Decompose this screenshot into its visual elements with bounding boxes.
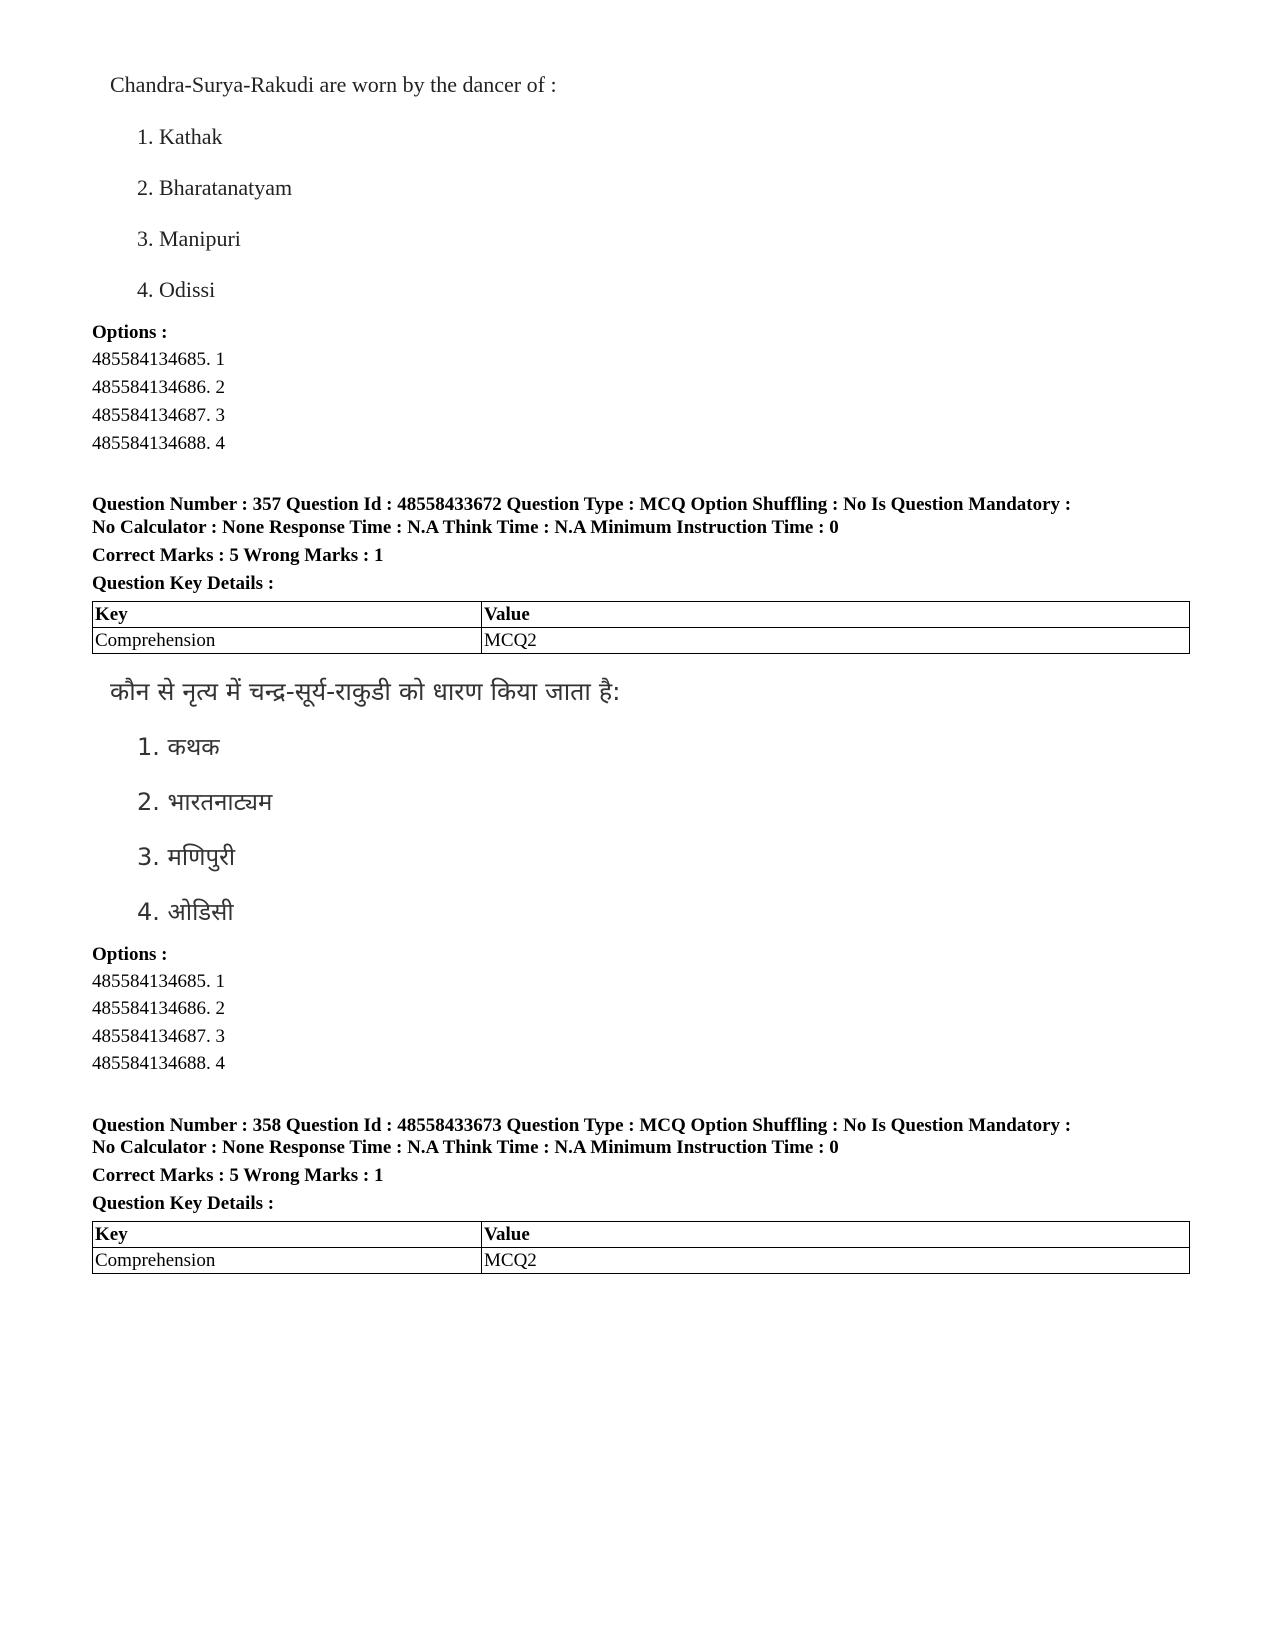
option-line-3: 485584134687. 3	[92, 405, 225, 426]
key-cell: Comprehension	[93, 628, 482, 654]
question-357-key-table	[92, 601, 1190, 654]
image-option-4: 4. ओडिसी	[137, 898, 234, 926]
value-header: Value	[482, 602, 1190, 628]
question-stem: Chandra-Surya-Rakudi are worn by the dancer of :	[110, 72, 557, 97]
key-header: Key	[93, 602, 482, 628]
table-row	[93, 628, 1190, 654]
question-358-meta-line-1: Question Number : 358 Question Id : 48558433673 Question Type : MCQ Option Shuffling : No Is Question Mandatory :	[92, 1115, 1072, 1136]
option-line-2: 485584134686. 2	[92, 998, 225, 1019]
option-line-1: 485584134685. 1	[92, 971, 225, 992]
option-line-3: 485584134687. 3	[92, 1026, 225, 1047]
image-option-2: 2. भारतनाट्यम	[137, 788, 273, 816]
image-option-3: 3. मणिपुरी	[137, 843, 236, 871]
option-line-2: 485584134686. 2	[92, 377, 225, 398]
table-row	[93, 1248, 1190, 1274]
question-358-meta-line-2: No Calculator : None Response Time : N.A Think Time : N.A Minimum Instruction Time : 0	[92, 1137, 839, 1158]
value-header: Value	[482, 1222, 1190, 1248]
option-line-1: 485584134685. 1	[92, 349, 225, 370]
options-label: Options :	[92, 944, 168, 965]
image-option-4: 4. Odissi	[137, 277, 216, 302]
question-358-key-table	[92, 1221, 1190, 1274]
option-line-4: 485584134688. 4	[92, 433, 225, 454]
image-option-1: 1. Kathak	[137, 124, 223, 149]
value-cell: MCQ2	[482, 628, 1190, 654]
option-line-4: 485584134688. 4	[92, 1053, 225, 1074]
question-357-key-details-label: Question Key Details :	[92, 573, 275, 594]
question-356-image	[110, 70, 710, 315]
key-cell: Comprehension	[93, 1248, 482, 1274]
table-header-row	[93, 602, 1190, 628]
key-header: Key	[93, 1222, 482, 1248]
value-cell: MCQ2	[482, 1248, 1190, 1274]
question-358-key-details-label: Question Key Details :	[92, 1193, 275, 1214]
question-357-meta-line-1: Question Number : 357 Question Id : 48558433672 Question Type : MCQ Option Shuffling : No Is Question Mandatory :	[92, 494, 1072, 515]
question-357-meta-line-2: No Calculator : None Response Time : N.A Think Time : N.A Minimum Instruction Time : 0	[92, 517, 839, 538]
image-option-1: 1. कथक	[137, 733, 220, 761]
options-label: Options :	[92, 322, 168, 343]
question-stem: कौन से नृत्य में चन्द्र-सूर्य-राकुडी को धारण किया जाता है:	[110, 677, 621, 706]
question-357-marks: Correct Marks : 5 Wrong Marks : 1	[92, 545, 384, 566]
question-358-marks: Correct Marks : 5 Wrong Marks : 1	[92, 1165, 384, 1186]
question-357-image	[110, 672, 710, 937]
image-option-2: 2. Bharatanatyam	[137, 175, 293, 200]
image-option-3: 3. Manipuri	[137, 226, 241, 251]
table-header-row	[93, 1222, 1190, 1248]
